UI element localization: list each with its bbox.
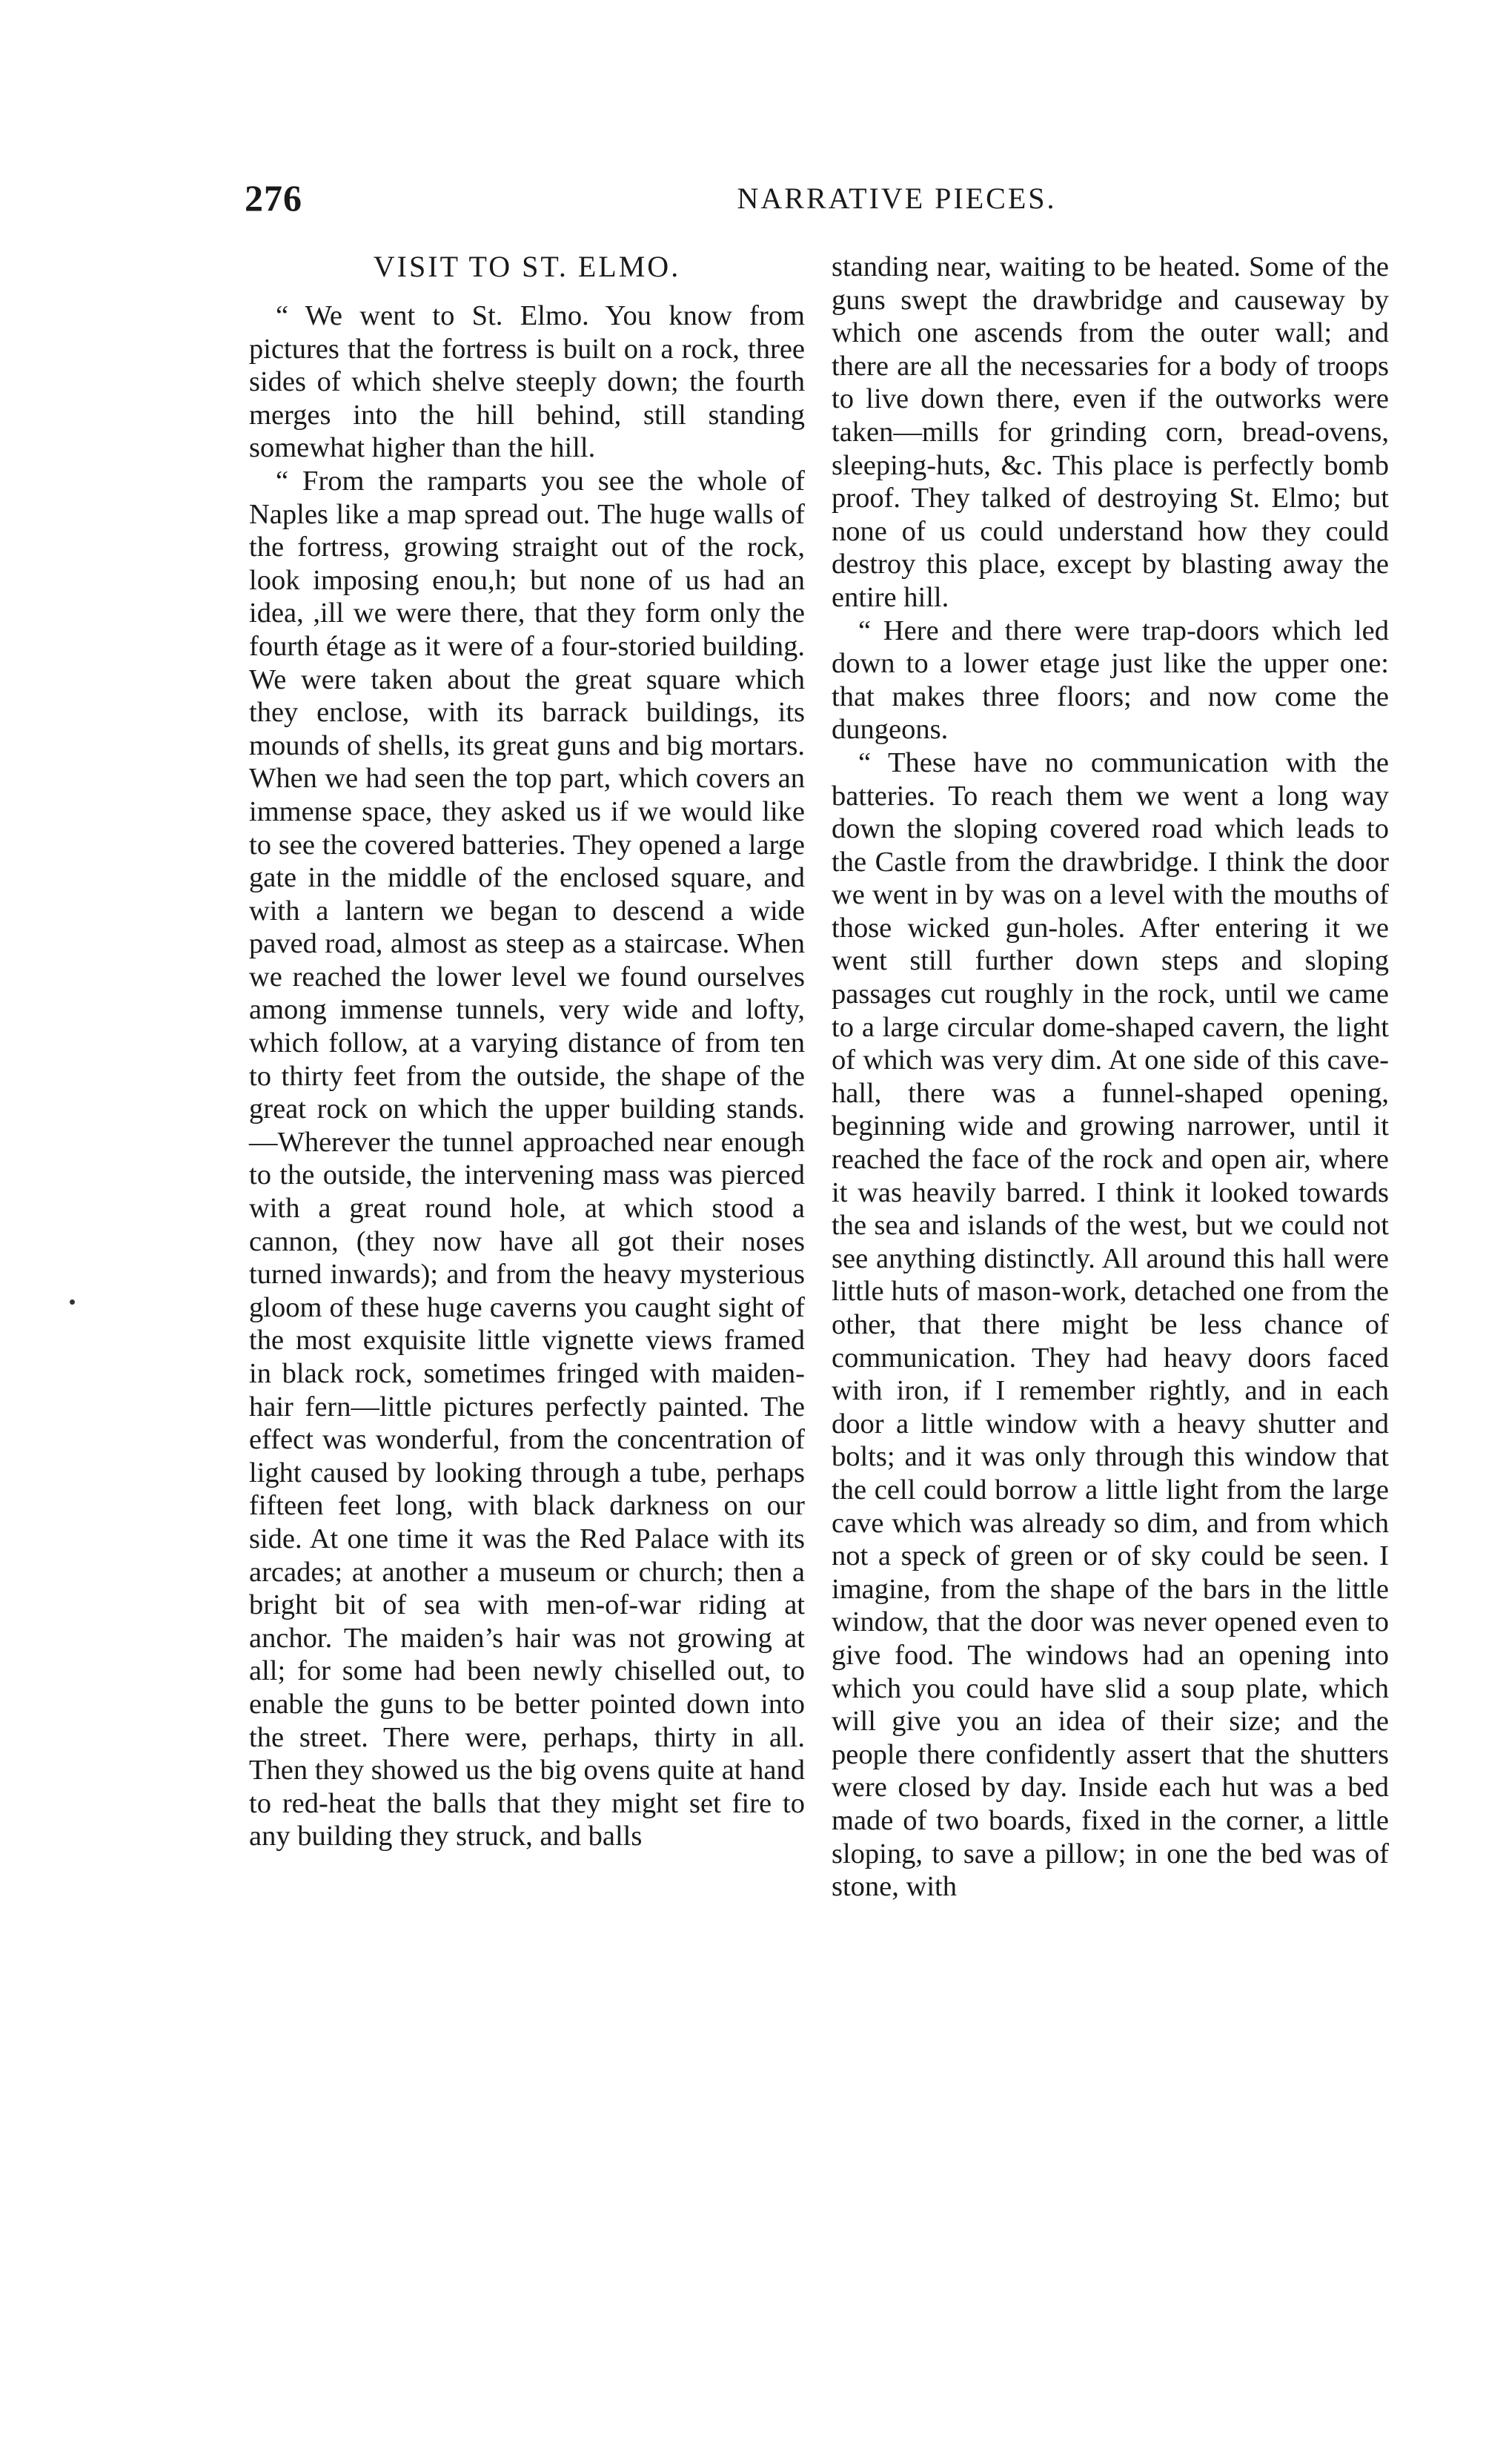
paragraph-continued: standing near, waiting to be heated. Some of the guns swept the drawbridge and causeway by which one ascends from the outer wall; and there are all the necessaries for a body of troops to live down there, even if the outworks were taken—mills for grinding corn, bread-ovens, sleeping-huts, &c. This place is perfectly bomb proof. They talked of destroying St. Elmo; but none of us could understand how they could destroy this place, except by blasting away the entire hill. <box>832 251 1389 613</box>
margin-ink-dot <box>70 1299 75 1305</box>
page-header <box>245 176 1401 228</box>
paragraph: “ Here and there were trap-doors which led down to a lower etage just like the upper one: that makes three floors; and now come the dungeons. <box>832 615 1389 746</box>
article-title: VISIT TO ST. ELMO. <box>373 250 681 283</box>
paragraph: “ These have no communication with the batteries. To reach them we went a long way down the sloping covered road which leads to the Castle from the drawbridge. I think the door we went in by was on a level with the mouths of those wicked gun-holes. After entering it we went still further down steps and sloping passages cut roughly in the rock, until we came to a large circular dome-shaped cavern, the light of which was very dim. At one side of this cave-hall, there was a funnel-shaped opening, beginning wide and growing narrower, until it reached the face of the rock and open air, where it was heavily barred. I think it looked towards the sea and islands of the west, but we could not see anything distinctly. All around this hall were little huts of mason-work, detached one from the other, that there might be less chance of communication. They had heavy doors faced with iron, if I remember rightly, and in each door a little window with a heavy shutter and bolts; and it was only through this window that the cell could borrow a little light from the large cave which was already so dim, and from which not a speck of green or of sky could be seen. I imagine, from the shape of the bars in the little window, that the door was never opened even to give food. The windows had an opening into which you could have slid a soup plate, which will give you an idea of their size; and the people there confidently assert that the shutters were closed by day. Inside each hut was a bed made of two boards, fixed in the corner, a little sloping, to save a pillow; in one the bed was of stone, with <box>832 746 1389 1903</box>
page-number: 276 <box>245 177 302 219</box>
right-column <box>832 251 1389 1904</box>
running-title: NARRATIVE PIECES. <box>737 182 1057 215</box>
left-column <box>249 251 805 1853</box>
paragraph: “ We went to St. Elmo. You know from pictures that the fortress is built on a rock, three sides of which shelve steeply down; the fourth merges into the hill behind, still standing somewhat higher than the hill. <box>249 300 805 464</box>
paragraph: “ From the ramparts you see the whole of Naples like a map spread out. The huge walls of the fortress, growing straight out of the rock, look imposing enou,h; but none of us had an idea, ,ill we were there, that they form only the fourth étage as it were of a four-storied building. We were taken about the great square which they enclose, with its barrack buildings, its mounds of shells, its great guns and big mortars. When we had seen the top part, which covers an immense space, they asked us if we would like to see the covered batteries. They opened a large gate in the middle of the enclosed square, and with a lantern we began to descend a wide paved road, almost as steep as a staircase. When we reached the lower level we found ourselves among immense tunnels, very wide and lofty, which follow, at a varying distance of from ten to thirty feet from the outside, the shape of the great rock on which the upper building stands.—Wherever the tunnel approached near enough to the outside, the intervening mass was pierced with a great round hole, at which stood a cannon, (they now have all got their noses turned inwards); and from the heavy mysterious gloom of these huge caverns you caught sight of the most exquisite little vignette views framed in black rock, sometimes fringed with maiden-hair fern—little pictures perfectly painted. The effect was wonderful, from the concentration of light caused by looking through a tube, perhaps fifteen feet long, with black darkness on our side. At one time it was the Red Palace with its arcades; at another a museum or church; then a bright bit of sea with men-of-war riding at anchor. The maiden’s hair was not growing at all; for some had been newly chiselled out, to enable the guns to be better pointed down into the street. There were, perhaps, thirty in all. Then they showed us the big ovens quite at hand to red-heat the balls that they might set fire to any building they struck, and balls <box>249 465 805 1852</box>
